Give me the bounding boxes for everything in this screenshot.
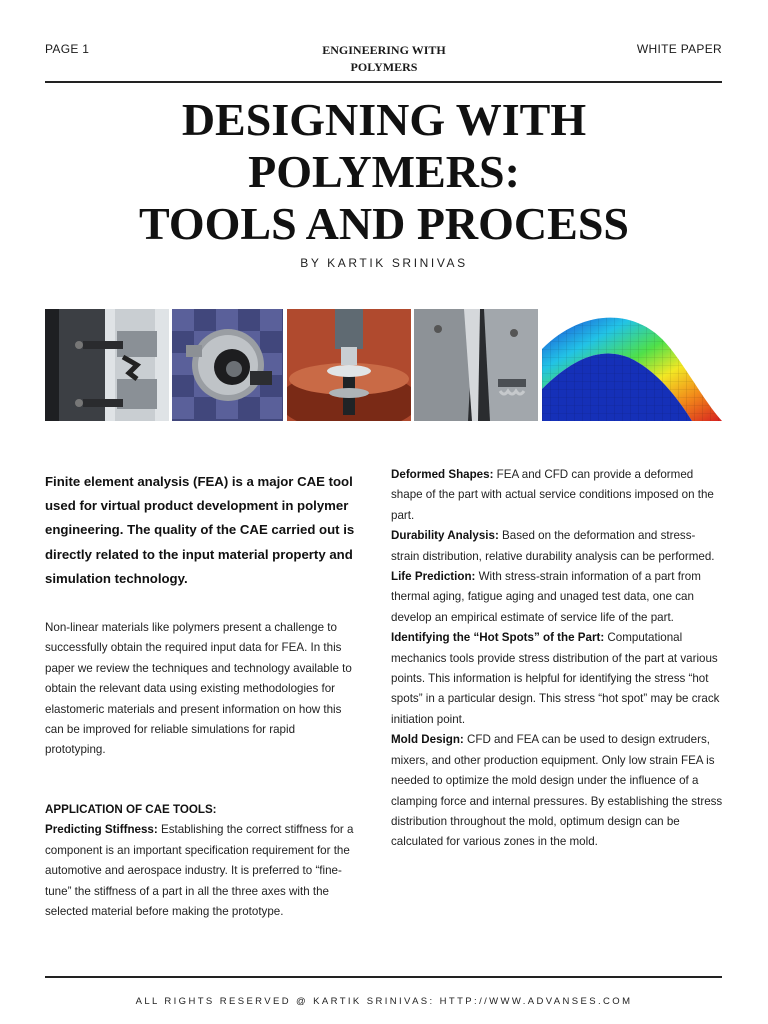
hot-spots-text: Computational mechanics tools provide stress distribution of the part at various points. This information is helpful for identifying the stress “hot spots” in a particular design. This stress “hot spot” may be crack initiation point. [391, 631, 720, 726]
fixture-clamp-photo [414, 309, 538, 421]
cae-applications-section [45, 800, 355, 922]
running-header-line-2: POLYMERS [350, 60, 418, 74]
section-heading: APPLICATION OF CAE TOOLS: [45, 803, 217, 816]
life-prediction-text: With stress-strain information of a part from thermal aging, fatigue aging and unaged test data, one can develop an empirical estimate of service life of the part. [391, 570, 701, 624]
life-prediction-paragraph [391, 567, 723, 628]
durability-analysis-paragraph [391, 526, 723, 567]
lead-paragraph: Finite element analysis (FEA) is a major CAE tool used for virtual product development in polymer engineering. The quality of the CAE carried out is directly related to the input material property and simulation technology. [45, 474, 355, 586]
author-byline: BY KARTIK SRINIVAS [300, 256, 468, 270]
document-type: WHITE PAPER [636, 42, 722, 56]
title-line-1: DESIGNING WITH [181, 94, 587, 145]
tensile-test-photo [45, 309, 169, 421]
footer-divider [45, 976, 722, 978]
intro-paragraph: Non-linear materials like polymers present a challenge to successfully obtain the required input data for FEA. In this paper we review the techniques and technology available to obtain the relevant data using existing methodologies for elastomeric materials and present information on how this can be improved for reliable simulations for rapid prototyping. [45, 621, 352, 757]
copyright-footer: ALL RIGHTS RESERVED @ KARTIK SRINIVAS: HTTP://WWW.ADVANSES.COM [135, 996, 633, 1007]
mold-design-text: CFD and FEA can be used to design extruders, mixers, and other production equipment. Only low strain FEA is needed to optimize the mold design under the influence of a clamping force and internal pressures. By establishing the stress distribution throughout the mold, optimum design can be calculated for various zones in the mold. [391, 733, 723, 849]
running-header [284, 42, 484, 76]
deformed-shapes-label: Deformed Shapes: [391, 468, 494, 481]
deformed-shapes-text: FEA and CFD can provide a deformed shape of the part with actual service conditions imposed on the part. [391, 468, 714, 522]
deformed-shapes-paragraph [391, 465, 723, 526]
hot-spots-label: Identifying the “Hot Spots” of the Part: [391, 631, 605, 645]
life-prediction-label: Life Prediction: [391, 570, 476, 584]
fea-simulation-contour-image [542, 309, 722, 421]
running-header-line-1: ENGINEERING WITH [322, 43, 446, 57]
title-line-2: POLYMERS: [248, 146, 520, 197]
predicting-stiffness-text: Establishing the correct stiffness for a component is an important specification requirement for the automotive and aerospace industry. It is preferred to “fine-tune” the stiffness of a part in all the three axes with the selected material before making the prototype. [45, 823, 354, 919]
predicting-stiffness-paragraph [45, 820, 355, 922]
title-line-3: TOOLS AND PROCESS [139, 198, 629, 249]
durability-analysis-text: Based on the deformation and stress-strain distribution, relative durability analysis can be performed. [391, 529, 715, 563]
page-number: PAGE 1 [45, 42, 90, 56]
mold-design-label: Mold Design: [391, 733, 464, 747]
bushing-part-photo [172, 309, 283, 421]
hot-spots-paragraph [391, 628, 723, 730]
right-column [391, 465, 723, 853]
header-divider [45, 81, 722, 83]
mold-design-paragraph [391, 730, 723, 852]
durability-analysis-label: Durability Analysis: [391, 529, 499, 543]
page-title [0, 94, 768, 250]
rheometer-test-photo [287, 309, 411, 421]
predicting-stiffness-label: Predicting Stiffness: [45, 823, 158, 837]
